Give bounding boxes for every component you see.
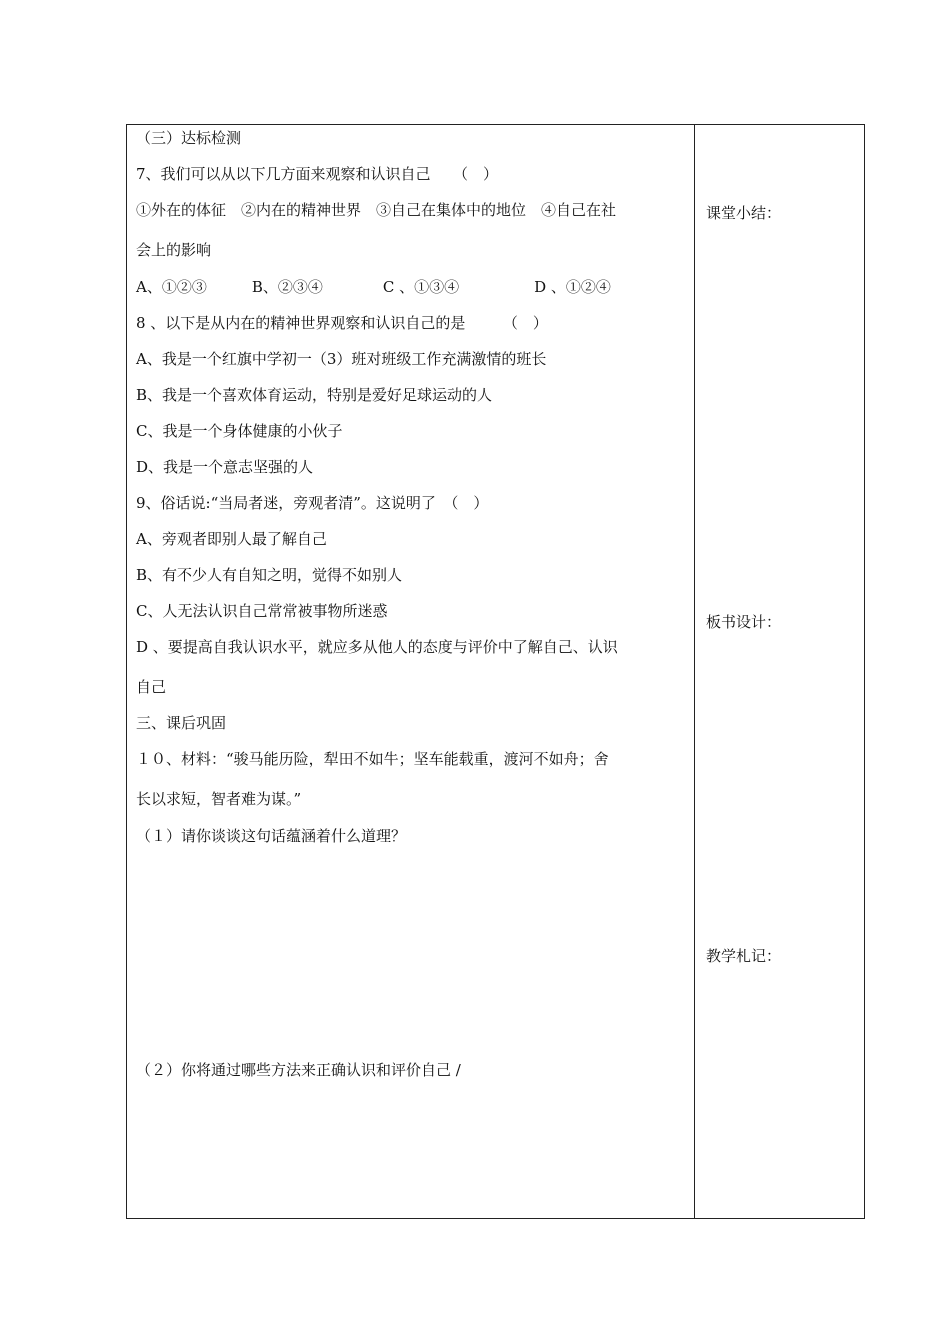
q8-option-a: A、我是一个红旗中学初一（3）班对班级工作充满激情的班长 (136, 350, 547, 368)
q9-stem: 9、俗话说:“当局者迷，旁观者清”。这说明了 （ ） (136, 494, 489, 512)
section-title-check: （三）达标检测 (136, 129, 242, 147)
q7-items-line2: 会上的影响 (136, 241, 212, 259)
q8-stem: 8 、以下是从内在的精神世界观察和认识自己的是 （ ） (136, 314, 548, 332)
board-design-label: 板书设计： (706, 613, 782, 631)
q9-option-a: A、旁观者即别人最了解自己 (136, 530, 327, 548)
q10-subquestion-2: （２）你将通过哪些方法来正确认识和评价自己 / (136, 1061, 461, 1079)
q9-option-b: B、有不少人有自知之明，觉得不如别人 (136, 566, 403, 584)
teaching-notes-label: 教学札记： (706, 947, 782, 965)
q8-option-b: B、我是一个喜欢体育运动，特别是爱好足球运动的人 (136, 386, 493, 404)
column-divider (694, 124, 695, 1219)
q8-option-c: C、我是一个身体健康的小伙子 (136, 422, 343, 440)
q9-option-c: C、人无法认识自己常常被事物所迷惑 (136, 602, 388, 620)
q7-options: A、①②③ B、②③④ C 、①③④ D 、①②④ (136, 278, 611, 296)
summary-label: 课堂小结： (706, 204, 782, 222)
q8-option-d: D、我是一个意志坚强的人 (136, 458, 314, 476)
q10-material-line2: 长以求短，智者难为谋。” (136, 790, 302, 808)
q9-option-d-line1: D 、要提高自我认识水平，就应多从他人的态度与评价中了解自己、认识 (136, 638, 618, 656)
q7-items-line1: ①外在的体征 ②内在的精神世界 ③自己在集体中的地位 ④自己在社 (136, 201, 617, 219)
q9-option-d-line2: 自己 (136, 678, 167, 696)
q10-subquestion-1: （１）请你谈谈这句话蕴涵着什么道理？ (136, 827, 407, 845)
q10-material-line1: １０、材料：“骏马能历险，犁田不如牛；坚车能载重，渡河不如舟；舍 (136, 750, 609, 768)
q7-stem: 7、我们可以从以下几方面来观察和认识自己 （ ） (136, 165, 499, 183)
section3-title: 三、课后巩固 (136, 714, 227, 732)
